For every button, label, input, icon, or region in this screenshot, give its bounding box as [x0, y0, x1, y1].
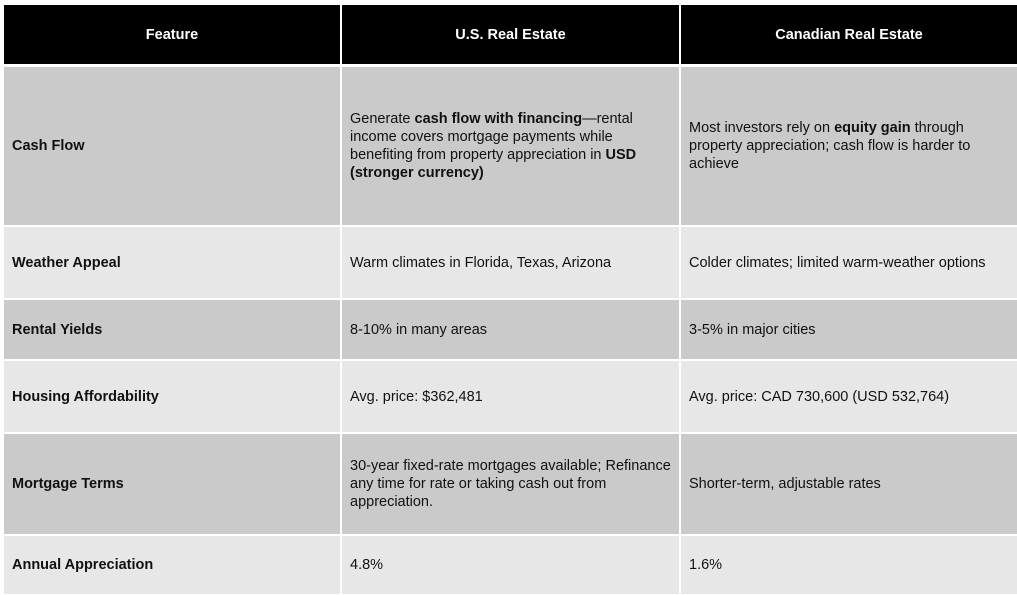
- comparison-table: [4, 5, 1017, 594]
- text-segment: through property appreciation; cash flow is harder to achieve: [689, 120, 971, 172]
- ca-cell: 1.6%: [681, 536, 1017, 594]
- table-row: [4, 300, 1017, 361]
- text-segment: —rental income covers mortgage payments while benefiting from property appreciation in: [350, 111, 633, 163]
- bold-text-segment: equity gain: [834, 120, 911, 136]
- ca-cell: [681, 67, 1017, 225]
- bold-text-segment: cash flow with financing: [414, 111, 583, 127]
- us-cash-flow-text: [350, 110, 671, 182]
- us-cell: Avg. price: $362,481: [342, 361, 681, 432]
- us-cell: 4.8%: [342, 536, 681, 594]
- bold-text-segment: USD (stronger currency): [350, 147, 637, 181]
- feature-cell: Cash Flow: [4, 67, 342, 225]
- table-row: [4, 361, 1017, 434]
- us-cell: Warm climates in Florida, Texas, Arizona: [342, 227, 681, 298]
- feature-cell: Housing Affordability: [4, 361, 342, 432]
- ca-cell: Avg. price: CAD 730,600 (USD 532,764): [681, 361, 1017, 432]
- table-row: [4, 536, 1017, 594]
- table-row: [4, 434, 1017, 536]
- feature-cell: Annual Appreciation: [4, 536, 342, 594]
- text-segment: Generate: [350, 111, 415, 127]
- table-row: [4, 227, 1017, 300]
- feature-cell: Mortgage Terms: [4, 434, 342, 534]
- feature-cell: Rental Yields: [4, 300, 342, 359]
- us-cell: 30-year fixed-rate mortgages available; Refinance any time for rate or taking cash out from appreciation.: [342, 434, 681, 534]
- header-us-real-estate: U.S. Real Estate: [342, 5, 681, 64]
- feature-cell: Weather Appeal: [4, 227, 342, 298]
- ca-cell: 3-5% in major cities: [681, 300, 1017, 359]
- ca-cell: Colder climates; limited warm-weather options: [681, 227, 1017, 298]
- table-row: [4, 67, 1017, 227]
- ca-cash-flow-text: [689, 119, 1009, 173]
- header-feature: Feature: [4, 5, 342, 64]
- us-cell: [342, 67, 681, 225]
- table-header-row: [4, 5, 1017, 67]
- us-cell: 8-10% in many areas: [342, 300, 681, 359]
- header-canadian-real-estate: Canadian Real Estate: [681, 5, 1017, 64]
- ca-cell: Shorter-term, adjustable rates: [681, 434, 1017, 534]
- text-segment: Most investors rely on: [689, 120, 835, 136]
